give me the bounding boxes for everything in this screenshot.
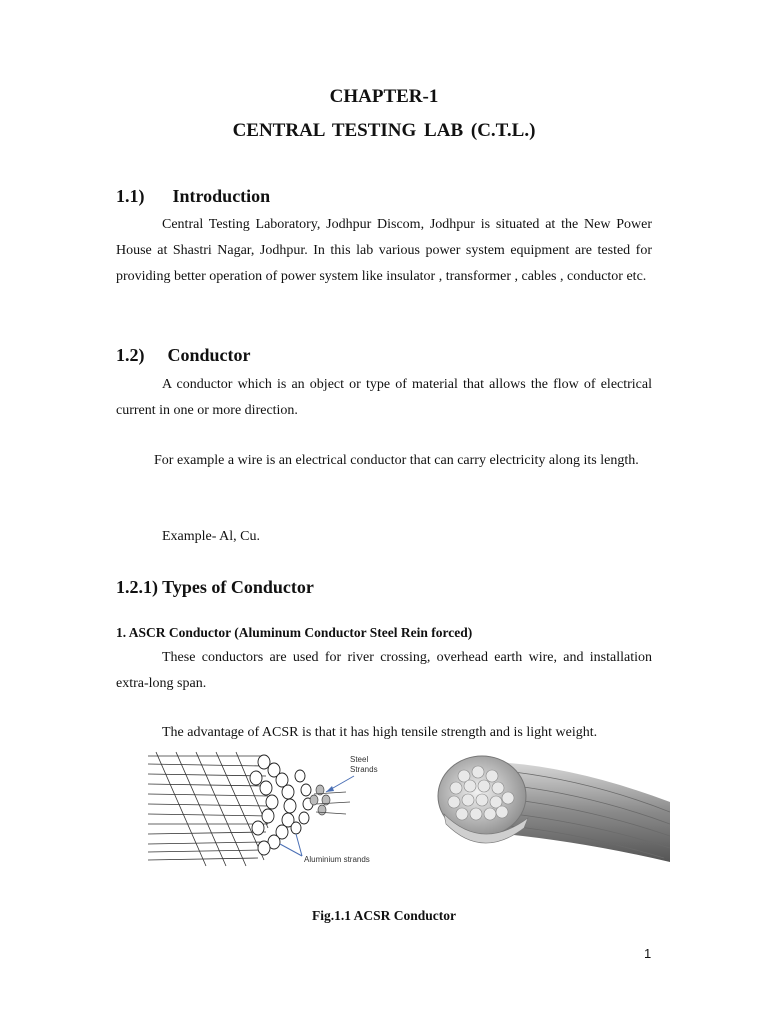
example-text: For example a wire is an electrical conductor that can carry electricity along its length. — [154, 453, 639, 468]
section-1-2-heading — [116, 345, 251, 366]
figure-caption: Fig.1.1 ACSR Conductor — [311, 908, 456, 923]
chapter-heading: CHAPTER-1 — [329, 86, 439, 107]
steel-label-line2: Strands — [350, 765, 378, 774]
example-paragraph — [116, 448, 652, 474]
aluminium-label: Aluminium strands — [304, 855, 370, 864]
acsr-heading: 1. ASCR Conductor (Aluminum Conductor Steel Rein forced) — [116, 625, 473, 640]
section-1-1-heading — [116, 186, 270, 207]
steel-label-line1: Steel — [350, 755, 369, 764]
acsr-paragraph — [116, 645, 652, 697]
intro-paragraph — [116, 212, 652, 290]
section-number: 1.1) — [116, 186, 145, 206]
conductor-paragraph — [116, 372, 652, 424]
section-number: 1.2) — [116, 345, 145, 365]
intro-text: Central Testing Laboratory, Jodhpur Discom, Jodhpur is situated at the New Power House at Shastri Nagar, Jodhpur. In this lab various power system equipment are tested for providing better operation of power system like insulator , transformer , cables , conductor etc. — [116, 217, 652, 284]
section-title: Introduction — [172, 186, 271, 206]
section-title: Conductor — [167, 345, 251, 365]
conductor-definition: A conductor which is an object or type of material that allows the flow of electrical current in one or more direction. — [116, 377, 652, 418]
acsr-photo — [424, 752, 670, 862]
chapter-title: CENTRAL TESTING LAB (C.T.L.) — [232, 120, 536, 141]
acsr-diagram — [146, 748, 396, 872]
page-number: 1 — [644, 946, 652, 961]
acsr-advantage: The advantage of ACSR is that it has high tensile strength and is light weight. — [162, 725, 598, 740]
example-list: Example- Al, Cu. — [162, 529, 260, 544]
acsr-text: These conductors are used for river crossing, overhead earth wire, and installation extra-long span. — [116, 650, 652, 691]
section-1-2-1-heading: 1.2.1) Types of Conductor — [116, 577, 314, 597]
